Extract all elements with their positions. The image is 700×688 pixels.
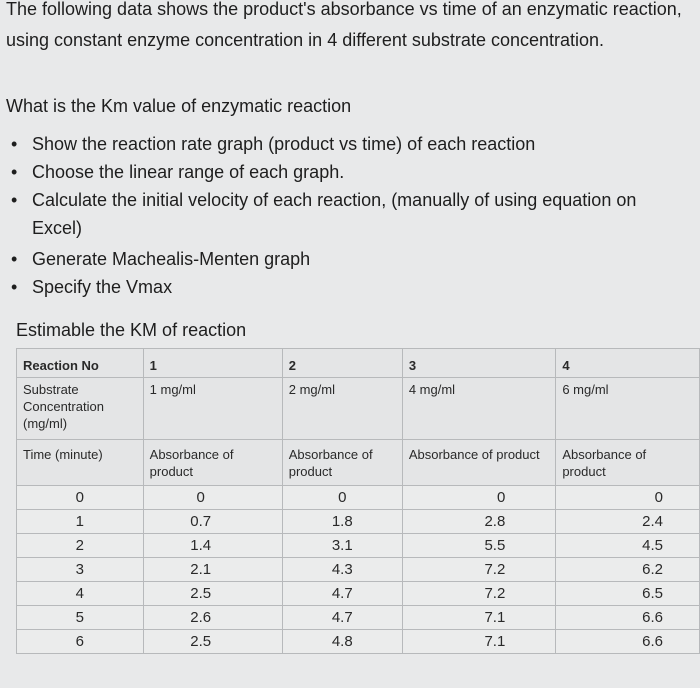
value-cell: 3.1 xyxy=(282,534,402,558)
value-cell: 4.8 xyxy=(282,630,402,654)
table-row xyxy=(17,582,700,606)
table-row xyxy=(17,630,700,654)
value-cell: 6.6 xyxy=(556,606,700,630)
value-cell: 4.7 xyxy=(282,606,402,630)
task-item xyxy=(6,130,686,158)
value-cell: 0 xyxy=(556,486,700,510)
substrate-cell: 2 mg/ml xyxy=(282,378,402,440)
header-cell: 4 xyxy=(556,349,700,378)
task-text: Choose the linear range of each graph. xyxy=(32,162,345,182)
task-text: Specify the Vmax xyxy=(32,277,173,297)
table-row xyxy=(17,558,700,582)
bullet-icon: • xyxy=(11,249,18,269)
table-row xyxy=(17,534,700,558)
value-cell: 2.5 xyxy=(143,582,282,606)
value-cell: 4.5 xyxy=(556,534,700,558)
table-header-row xyxy=(17,349,700,378)
value-cell: 0 xyxy=(143,486,282,510)
time-label: Time (minute) xyxy=(17,440,144,486)
substrate-cell: 1 mg/ml xyxy=(143,378,282,440)
value-cell: 0 xyxy=(402,486,556,510)
substrate-cell: 4 mg/ml xyxy=(402,378,556,440)
bullet-icon: • xyxy=(11,277,18,297)
value-cell: 7.1 xyxy=(402,606,556,630)
value-cell: 4.3 xyxy=(282,558,402,582)
value-cell: 7.2 xyxy=(402,582,556,606)
task-text: Calculate the initial velocity of each reaction, (manually of using equation on Excel) xyxy=(32,190,637,238)
value-cell: 0.7 xyxy=(143,510,282,534)
bullet-icon: • xyxy=(11,162,18,182)
substrate-label: Substrate Concentration (mg/ml) xyxy=(17,378,144,440)
value-cell: 5.5 xyxy=(402,534,556,558)
question: What is the Km value of enzymatic reaction xyxy=(6,96,352,116)
task-item xyxy=(6,273,686,301)
header-cell: 3 xyxy=(402,349,556,378)
value-cell: 2.4 xyxy=(556,510,700,534)
value-cell: 6.5 xyxy=(556,582,700,606)
absorbance-table xyxy=(16,348,700,654)
header-cell: 1 xyxy=(143,349,282,378)
value-cell: 1.8 xyxy=(282,510,402,534)
time-cell: 6 xyxy=(17,630,144,654)
value-cell: 7.1 xyxy=(402,630,556,654)
header-cell: Reaction No xyxy=(17,349,144,378)
bullet-icon: • xyxy=(11,134,18,154)
time-cell: 3 xyxy=(17,558,144,582)
task-text: Generate Machealis-Menten graph xyxy=(32,249,311,269)
time-cell: 0 xyxy=(17,486,144,510)
table-row xyxy=(17,606,700,630)
substrate-row xyxy=(17,378,700,440)
bullet-icon: • xyxy=(11,190,18,210)
time-cell: 1 xyxy=(17,510,144,534)
value-cell: 6.6 xyxy=(556,630,700,654)
task-item xyxy=(6,158,686,186)
value-cell: 2.6 xyxy=(143,606,282,630)
value-cell: 6.2 xyxy=(556,558,700,582)
column-label-row xyxy=(17,440,700,486)
value-cell: 2.1 xyxy=(143,558,282,582)
time-cell: 4 xyxy=(17,582,144,606)
time-cell: 5 xyxy=(17,606,144,630)
estimate-instruction: Estimable the KM of reaction xyxy=(16,320,247,340)
task-text: Show the reaction rate graph (product vs time) of each reaction xyxy=(32,134,536,154)
time-cell: 2 xyxy=(17,534,144,558)
task-item xyxy=(6,186,686,242)
header-cell: 2 xyxy=(282,349,402,378)
value-cell: 2.8 xyxy=(402,510,556,534)
absorbance-label: Absorbance of product xyxy=(143,440,282,486)
absorbance-label: Absorbance of product xyxy=(556,440,700,486)
table-row xyxy=(17,486,700,510)
value-cell: 7.2 xyxy=(402,558,556,582)
value-cell: 2.5 xyxy=(143,630,282,654)
task-list xyxy=(6,130,686,301)
absorbance-label: Absorbance of product xyxy=(402,440,556,486)
substrate-cell: 6 mg/ml xyxy=(556,378,700,440)
task-item xyxy=(6,245,686,273)
value-cell: 4.7 xyxy=(282,582,402,606)
table-row xyxy=(17,510,700,534)
problem-intro: The following data shows the product's absorbance vs time of an enzymatic reaction, using constant enzyme concentration in 4 different substrate concentration. xyxy=(6,0,682,50)
value-cell: 0 xyxy=(282,486,402,510)
absorbance-label: Absorbance of product xyxy=(282,440,402,486)
value-cell: 1.4 xyxy=(143,534,282,558)
